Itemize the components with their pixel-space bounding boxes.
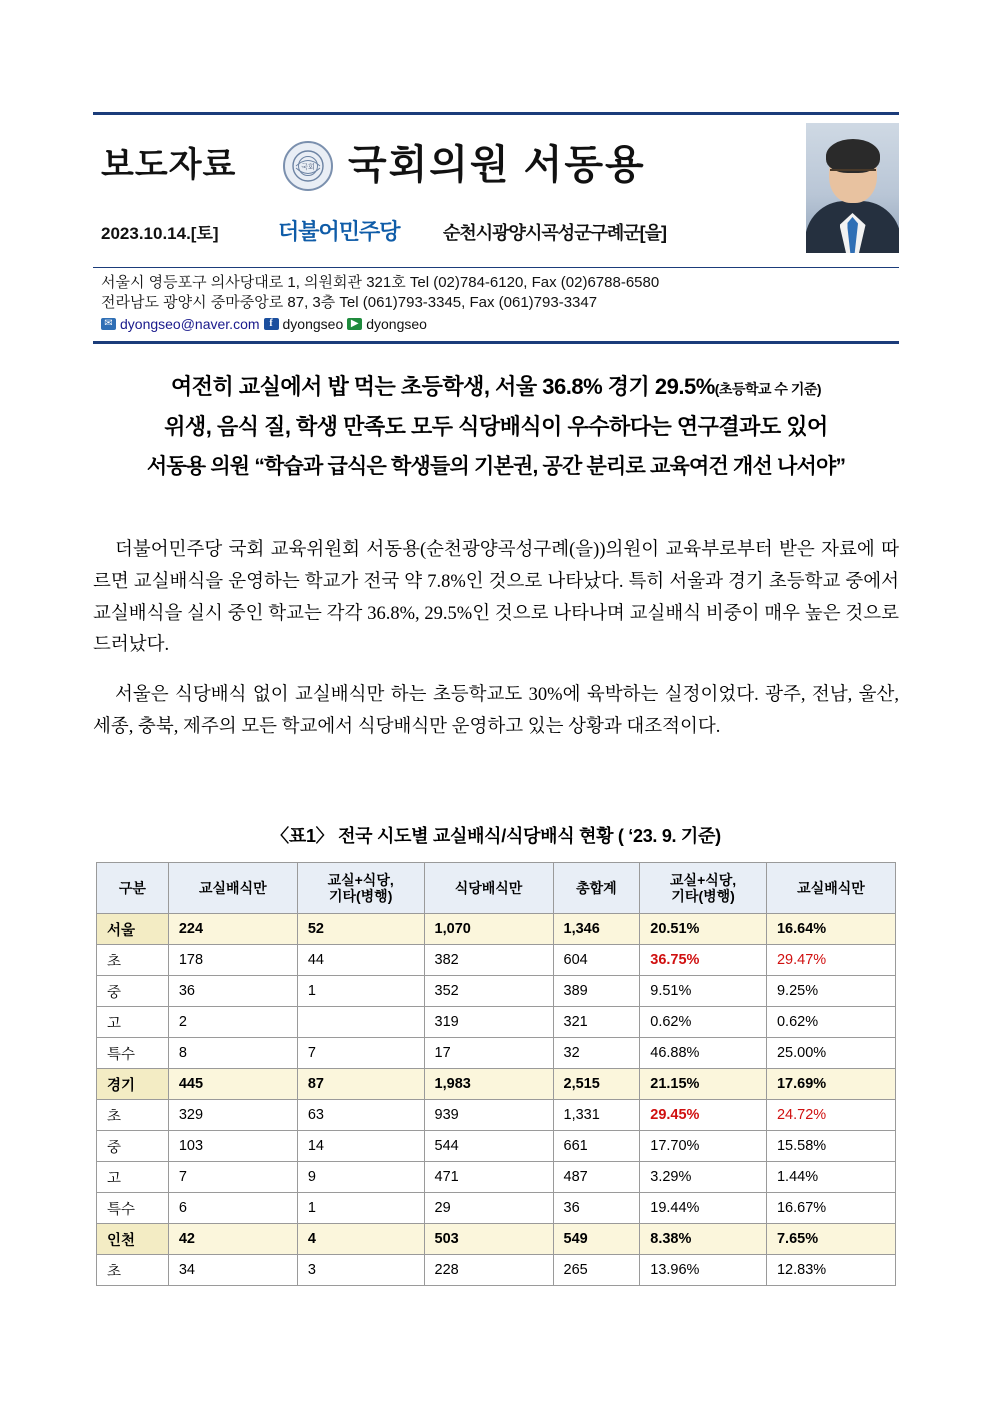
table-cell-label: 고	[97, 1162, 169, 1193]
table-cell-value: 329	[168, 1100, 297, 1131]
table-row	[97, 976, 896, 1007]
table-cell-value: 178	[168, 945, 297, 976]
svg-text:국회: 국회	[301, 163, 315, 171]
table-cell-label: 초	[97, 1255, 169, 1286]
table-cell-value: 9	[297, 1162, 424, 1193]
document-header	[93, 112, 899, 344]
facebook-icon: f	[264, 318, 279, 330]
table-row	[97, 914, 896, 945]
table-cell-value: 1,346	[553, 914, 640, 945]
headline-line-1-main: 여전히 교실에서 밥 먹는 초등학생, 서울 36.8% 경기 29.5%	[170, 374, 715, 399]
table-cell-value: 29.47%	[766, 945, 895, 976]
table-cell-value: 46.88%	[640, 1038, 767, 1069]
national-assembly-emblem	[283, 141, 333, 191]
table-cell-value: 32	[553, 1038, 640, 1069]
release-date: 2023.10.14.[토]	[101, 224, 219, 243]
table-cell-value: 224	[168, 914, 297, 945]
body-paragraph-2: 서울은 식당배식 없이 교실배식만 하는 초등학교도 30%에 육박하는 실정이었다. 광주, 전남, 울산, 세종, 충북, 제주의 모든 학교에서 식당배식만 운영하고 있는 상황과 대조적이다.	[93, 685, 899, 738]
table-cell-value: 319	[424, 1007, 553, 1038]
table-cell-value: 103	[168, 1131, 297, 1162]
table-cell-value: 42	[168, 1224, 297, 1255]
table-cell-label: 특수	[97, 1193, 169, 1224]
table-cell-value: 1,070	[424, 914, 553, 945]
table-cell-value: 7.65%	[766, 1224, 895, 1255]
table-col-2: 교실+식당, 기타(병행)	[297, 863, 424, 914]
body-paragraph-1: 더불어민주당 국회 교육위원회 서동용(순천광양곡성구례(을))의원이 교육부로부터 받은 자료에 따르면 교실배식을 운영하는 학교가 전국 약 7.8%인 것으로 나타났다. 특히 서울과 경기 초등학교 중에서 교실배식을 실시 중인 학교는 각각 36.8%, 29.5%인 것으로 나타나며 교실배식 비중이 매우 높은 것으로 드러났다.	[93, 540, 899, 656]
table-cell-label: 초	[97, 1100, 169, 1131]
table-col-5: 교실+식당, 기타(병행)	[640, 863, 767, 914]
table-row	[97, 1224, 896, 1255]
table-body	[97, 914, 896, 1286]
page-title: 국회의원 서동용	[348, 143, 646, 187]
table-cell-value: 25.00%	[766, 1038, 895, 1069]
table-cell-value: 17	[424, 1038, 553, 1069]
table-cell-value: 87	[297, 1069, 424, 1100]
social-row	[101, 315, 891, 334]
table-cell-value: 12.83%	[766, 1255, 895, 1286]
headline-line-3: 서동용 의원 “학습과 급식은 학생들의 기본권, 공간 분리로 교육여건 개선 나서야”	[146, 455, 846, 478]
table-cell-value: 20.51%	[640, 914, 767, 945]
table-cell-value: 17.69%	[766, 1069, 895, 1100]
table-row	[97, 1255, 896, 1286]
header-bottom-rule	[93, 341, 899, 344]
table-cell-value: 29.45%	[640, 1100, 767, 1131]
table-row	[97, 1038, 896, 1069]
avatar	[806, 123, 899, 253]
table-cell-value: 3	[297, 1255, 424, 1286]
table-cell-value: 44	[297, 945, 424, 976]
table-cell-value: 321	[553, 1007, 640, 1038]
table-row	[97, 945, 896, 976]
table-cell-value: 2,515	[553, 1069, 640, 1100]
headline-block	[93, 370, 899, 480]
table-cell-value: 228	[424, 1255, 553, 1286]
table-col-4: 총합계	[553, 863, 640, 914]
table-caption: 〈표1〉 전국 시도별 교실배식/식당배식 현황 ( ‘23. 9. 기준)	[271, 826, 721, 846]
table-cell-label: 고	[97, 1007, 169, 1038]
table-row	[97, 1162, 896, 1193]
table-cell-value: 29	[424, 1193, 553, 1224]
table-cell-value: 24.72%	[766, 1100, 895, 1131]
facebook-handle[interactable]: dyongseo	[282, 315, 344, 332]
table-cell-value: 0.62%	[640, 1007, 767, 1038]
table-cell-value: 8.38%	[640, 1224, 767, 1255]
table-cell-value: 352	[424, 976, 553, 1007]
table-cell-label: 경기	[97, 1069, 169, 1100]
table-cell-value: 36	[553, 1193, 640, 1224]
table-cell-value: 1,331	[553, 1100, 640, 1131]
table-cell-value: 389	[553, 976, 640, 1007]
headline-line-1-note: (초등학교 수 기준)	[714, 381, 822, 397]
table-col-3: 식당배식만	[424, 863, 553, 914]
table-cell-label: 서울	[97, 914, 169, 945]
table-row	[97, 1193, 896, 1224]
table-cell-value: 17.70%	[640, 1131, 767, 1162]
table-row	[97, 1131, 896, 1162]
headline-line-2: 위생, 음식 질, 학생 만족도 모두 식당배식이 우수하다는 연구결과도 있어	[164, 414, 828, 439]
table-cell-value: 3.29%	[640, 1162, 767, 1193]
table-cell-value: 471	[424, 1162, 553, 1193]
table-cell-value	[297, 1007, 424, 1038]
email-address[interactable]: dyongseo@naver.com	[120, 315, 260, 332]
table-cell-value: 36	[168, 976, 297, 1007]
table-row	[97, 1007, 896, 1038]
table-col-6: 교실배식만	[766, 863, 895, 914]
table-row	[97, 1100, 896, 1131]
contact-address-gwangyang: 전라남도 광양시 중마중앙로 87, 3층 Tel (061)793-3345, Fax (061)793-3347	[101, 294, 598, 312]
table-cell-value: 544	[424, 1131, 553, 1162]
table-cell-value: 1,983	[424, 1069, 553, 1100]
statistics-table	[96, 862, 896, 1286]
table-cell-value: 549	[553, 1224, 640, 1255]
table-cell-value: 21.15%	[640, 1069, 767, 1100]
table-cell-value: 1	[297, 1193, 424, 1224]
table-cell-value: 19.44%	[640, 1193, 767, 1224]
table-cell-value: 7	[297, 1038, 424, 1069]
table-cell-value: 8	[168, 1038, 297, 1069]
table-cell-value: 13.96%	[640, 1255, 767, 1286]
table-cell-value: 1	[297, 976, 424, 1007]
table-col-0: 구분	[97, 863, 169, 914]
table-cell-value: 1.44%	[766, 1162, 895, 1193]
constituency-label: 순천시광양시곡성군구례군[을]	[443, 223, 667, 243]
party-logo: 더불어민주당	[278, 219, 400, 244]
masthead	[93, 115, 899, 267]
table-cell-label: 인천	[97, 1224, 169, 1255]
table-cell-value: 503	[424, 1224, 553, 1255]
contact-block	[93, 268, 899, 337]
table-cell-value: 6	[168, 1193, 297, 1224]
table-cell-label: 중	[97, 976, 169, 1007]
table-col-1: 교실배식만	[168, 863, 297, 914]
table-cell-value: 9.51%	[640, 976, 767, 1007]
table-header-row	[97, 863, 896, 914]
headline-line-1	[93, 370, 899, 401]
table-cell-value: 445	[168, 1069, 297, 1100]
mail-icon: ✉	[101, 318, 116, 330]
table-cell-value: 15.58%	[766, 1131, 895, 1162]
table-cell-value: 2	[168, 1007, 297, 1038]
table-cell-value: 4	[297, 1224, 424, 1255]
table-cell-value: 382	[424, 945, 553, 976]
table-cell-label: 초	[97, 945, 169, 976]
table-cell-value: 36.75%	[640, 945, 767, 976]
table-cell-value: 265	[553, 1255, 640, 1286]
table-cell-value: 63	[297, 1100, 424, 1131]
youtube-icon: ▶	[347, 318, 362, 330]
youtube-handle[interactable]: dyongseo	[366, 315, 427, 332]
table-cell-value: 487	[553, 1162, 640, 1193]
table-row	[97, 1069, 896, 1100]
table-cell-value: 34	[168, 1255, 297, 1286]
table-cell-value: 7	[168, 1162, 297, 1193]
table-cell-value: 16.67%	[766, 1193, 895, 1224]
table-cell-value: 661	[553, 1131, 640, 1162]
table-cell-value: 14	[297, 1131, 424, 1162]
table-cell-value: 52	[297, 914, 424, 945]
body-text	[93, 535, 899, 762]
table-cell-value: 604	[553, 945, 640, 976]
table-cell-label: 특수	[97, 1038, 169, 1069]
table-cell-value: 939	[424, 1100, 553, 1131]
table-cell-value: 0.62%	[766, 1007, 895, 1038]
table-cell-label: 중	[97, 1131, 169, 1162]
table-cell-value: 9.25%	[766, 976, 895, 1007]
table-cell-value: 16.64%	[766, 914, 895, 945]
contact-address-seoul: 서울시 영등포구 의사당대로 1, 의원회관 321호 Tel (02)784-6120, Fax (02)6788-6580	[101, 274, 660, 291]
press-release-label: 보도자료	[101, 146, 237, 184]
